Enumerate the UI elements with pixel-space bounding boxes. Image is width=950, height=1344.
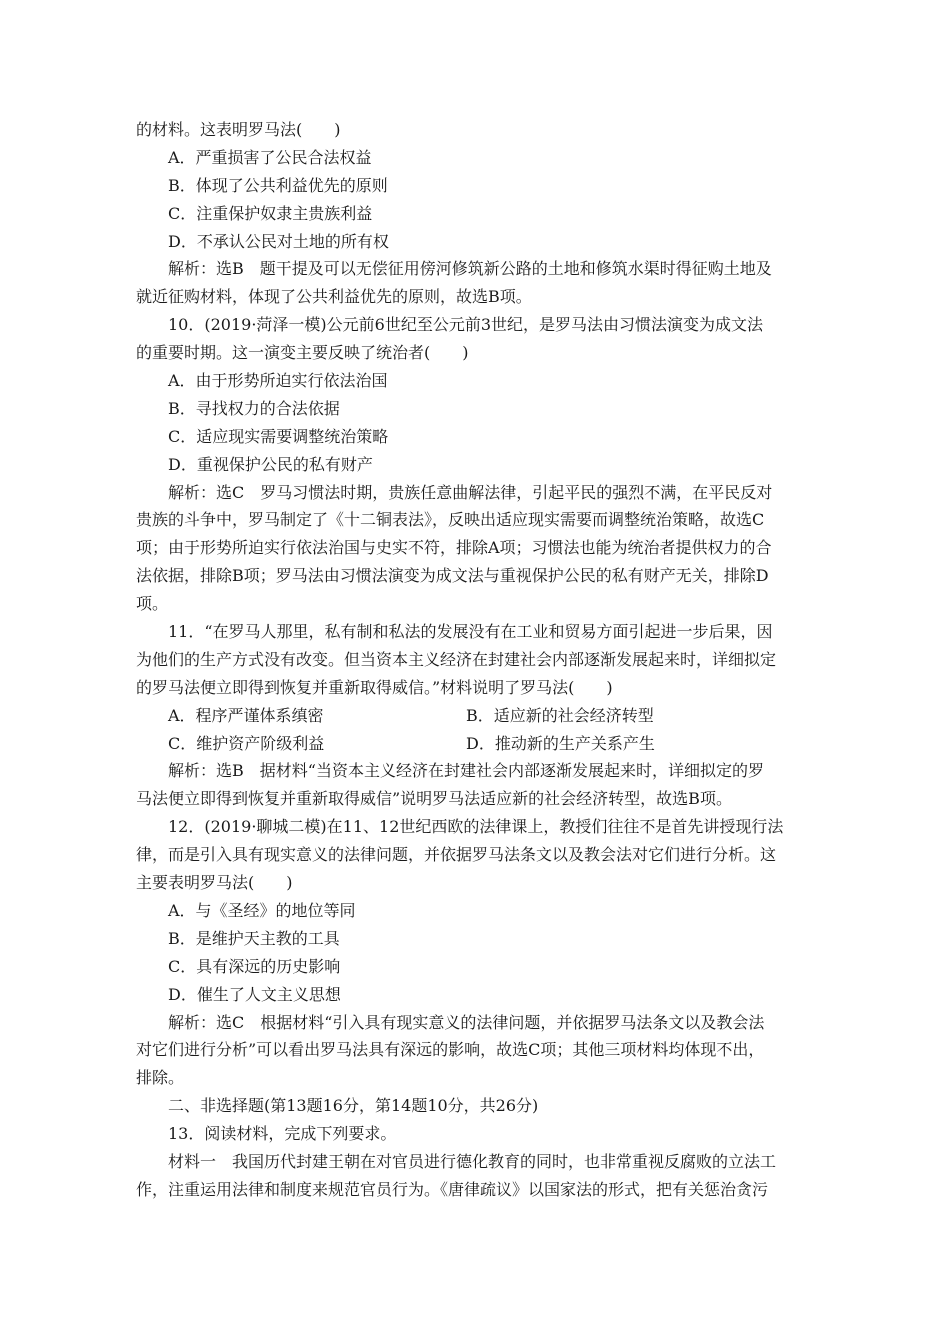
analysis-text: 马法便立即得到恢复并重新取得威信”说明罗马法适应新的社会经济转型，故选B项。 (136, 789, 732, 809)
option-c: C．具有深远的历史影响 (168, 956, 341, 976)
analysis-text: 项；由于形势所迫实行依法治国与史实不符，排除A项；习惯法也能为统治者提供权力的合 (136, 538, 772, 558)
question-text: 主要表明罗马法( ) (136, 873, 293, 893)
analysis-text: 项。 (136, 594, 169, 614)
analysis-text: 对它们进行分析”可以看出罗马法具有深远的影响，故选C项；其他三项材料均体现不出， (136, 1040, 765, 1060)
option-b: B．适应新的社会经济转型 (466, 705, 654, 725)
option-b: B．寻找权力的合法依据 (168, 398, 340, 418)
option-row (136, 702, 816, 730)
option-d: D．催生了人文主义思想 (168, 984, 341, 1004)
option-a: A．程序严谨体系缜密 (168, 705, 324, 725)
analysis-text: 法依据，排除B项；罗马法由习惯法演变为成文法与重视保护公民的私有财产无关，排除D (136, 566, 769, 586)
option-d: D．不承认公民对土地的所有权 (168, 231, 389, 251)
analysis-text: 贵族的斗争中，罗马制定了《十二铜表法》，反映出适应现实需要而调整统治策略，故选C (136, 510, 765, 530)
analysis-text: 解析：选C 罗马习惯法时期，贵族任意曲解法律，引起平民的强烈不满，在平民反对 (168, 482, 773, 502)
question-12: 12．(2019·聊城二模)在11、12世纪西欧的法律课上，教授们往往不是首先讲授现行法 (168, 817, 784, 837)
analysis-text: 解析：选B 题干提及可以无偿征用傍河修筑新公路的土地和修筑水渠时得征购土地及 (168, 259, 772, 279)
material-text: 作，注重运用法律和制度来规范官员行为。《唐律疏议》以国家法的形式，把有关惩治贪污 (136, 1179, 769, 1199)
option-c: C．维护资产阶级利益 (168, 733, 325, 753)
material-text: 材料一 我国历代封建王朝在对官员进行德化教育的同时，也非常重视反腐败的立法工 (168, 1151, 777, 1171)
question-13: 13．阅读材料，完成下列要求。 (168, 1124, 397, 1144)
analysis-text: 就近征购材料，体现了公共利益优先的原则，故选B项。 (136, 287, 532, 307)
option-d: D．重视保护公民的私有财产 (168, 454, 373, 474)
option-c: C．注重保护奴隶主贵族利益 (168, 203, 373, 223)
option-a: A．与《圣经》的地位等同 (168, 900, 356, 920)
option-d: D．推动新的生产关系产生 (466, 733, 655, 753)
text-line: 的材料。这表明罗马法( ) (136, 120, 341, 139)
question-text: 的罗马法便立即得到恢复并重新取得威信。”材料说明了罗马法( ) (136, 677, 613, 697)
question-10: 10．(2019·菏泽一模)公元前6世纪至公元前3世纪，是罗马法由习惯法演变为成文法 (168, 315, 764, 335)
analysis-text: 解析：选C 根据材料“引入具有现实意义的法律问题，并依据罗马法条文以及教会法 (168, 1012, 765, 1032)
question-text: 的重要时期。这一演变主要反映了统治者( ) (136, 343, 469, 363)
section-heading: 二、非选择题(第13题16分，第14题10分，共26分) (168, 1096, 539, 1116)
question-text: 为他们的生产方式没有改变。但当资本主义经济在封建社会内部逐渐发展起来时，详细拟定 (136, 649, 777, 669)
question-11: 11．“在罗马人那里，私有制和私法的发展没有在工业和贸易方面引起进一步后果，因 (168, 622, 773, 642)
option-row (136, 730, 816, 758)
option-b: B．体现了公共利益优先的原则 (168, 175, 388, 195)
question-text: 律，而是引入具有现实意义的法律问题，并依据罗马法条文以及教会法对它们进行分析。这 (136, 845, 777, 865)
option-a: A．严重损害了公民合法权益 (168, 147, 372, 167)
document-page (136, 116, 816, 1204)
option-b: B．是维护天主教的工具 (168, 928, 340, 948)
analysis-text: 解析：选B 据材料“当资本主义经济在封建社会内部逐渐发展起来时，详细拟定的罗 (168, 761, 764, 781)
option-a: A．由于形势所迫实行依法治国 (168, 371, 388, 391)
analysis-text: 排除。 (136, 1068, 185, 1088)
option-c: C．适应现实需要调整统治策略 (168, 426, 389, 446)
